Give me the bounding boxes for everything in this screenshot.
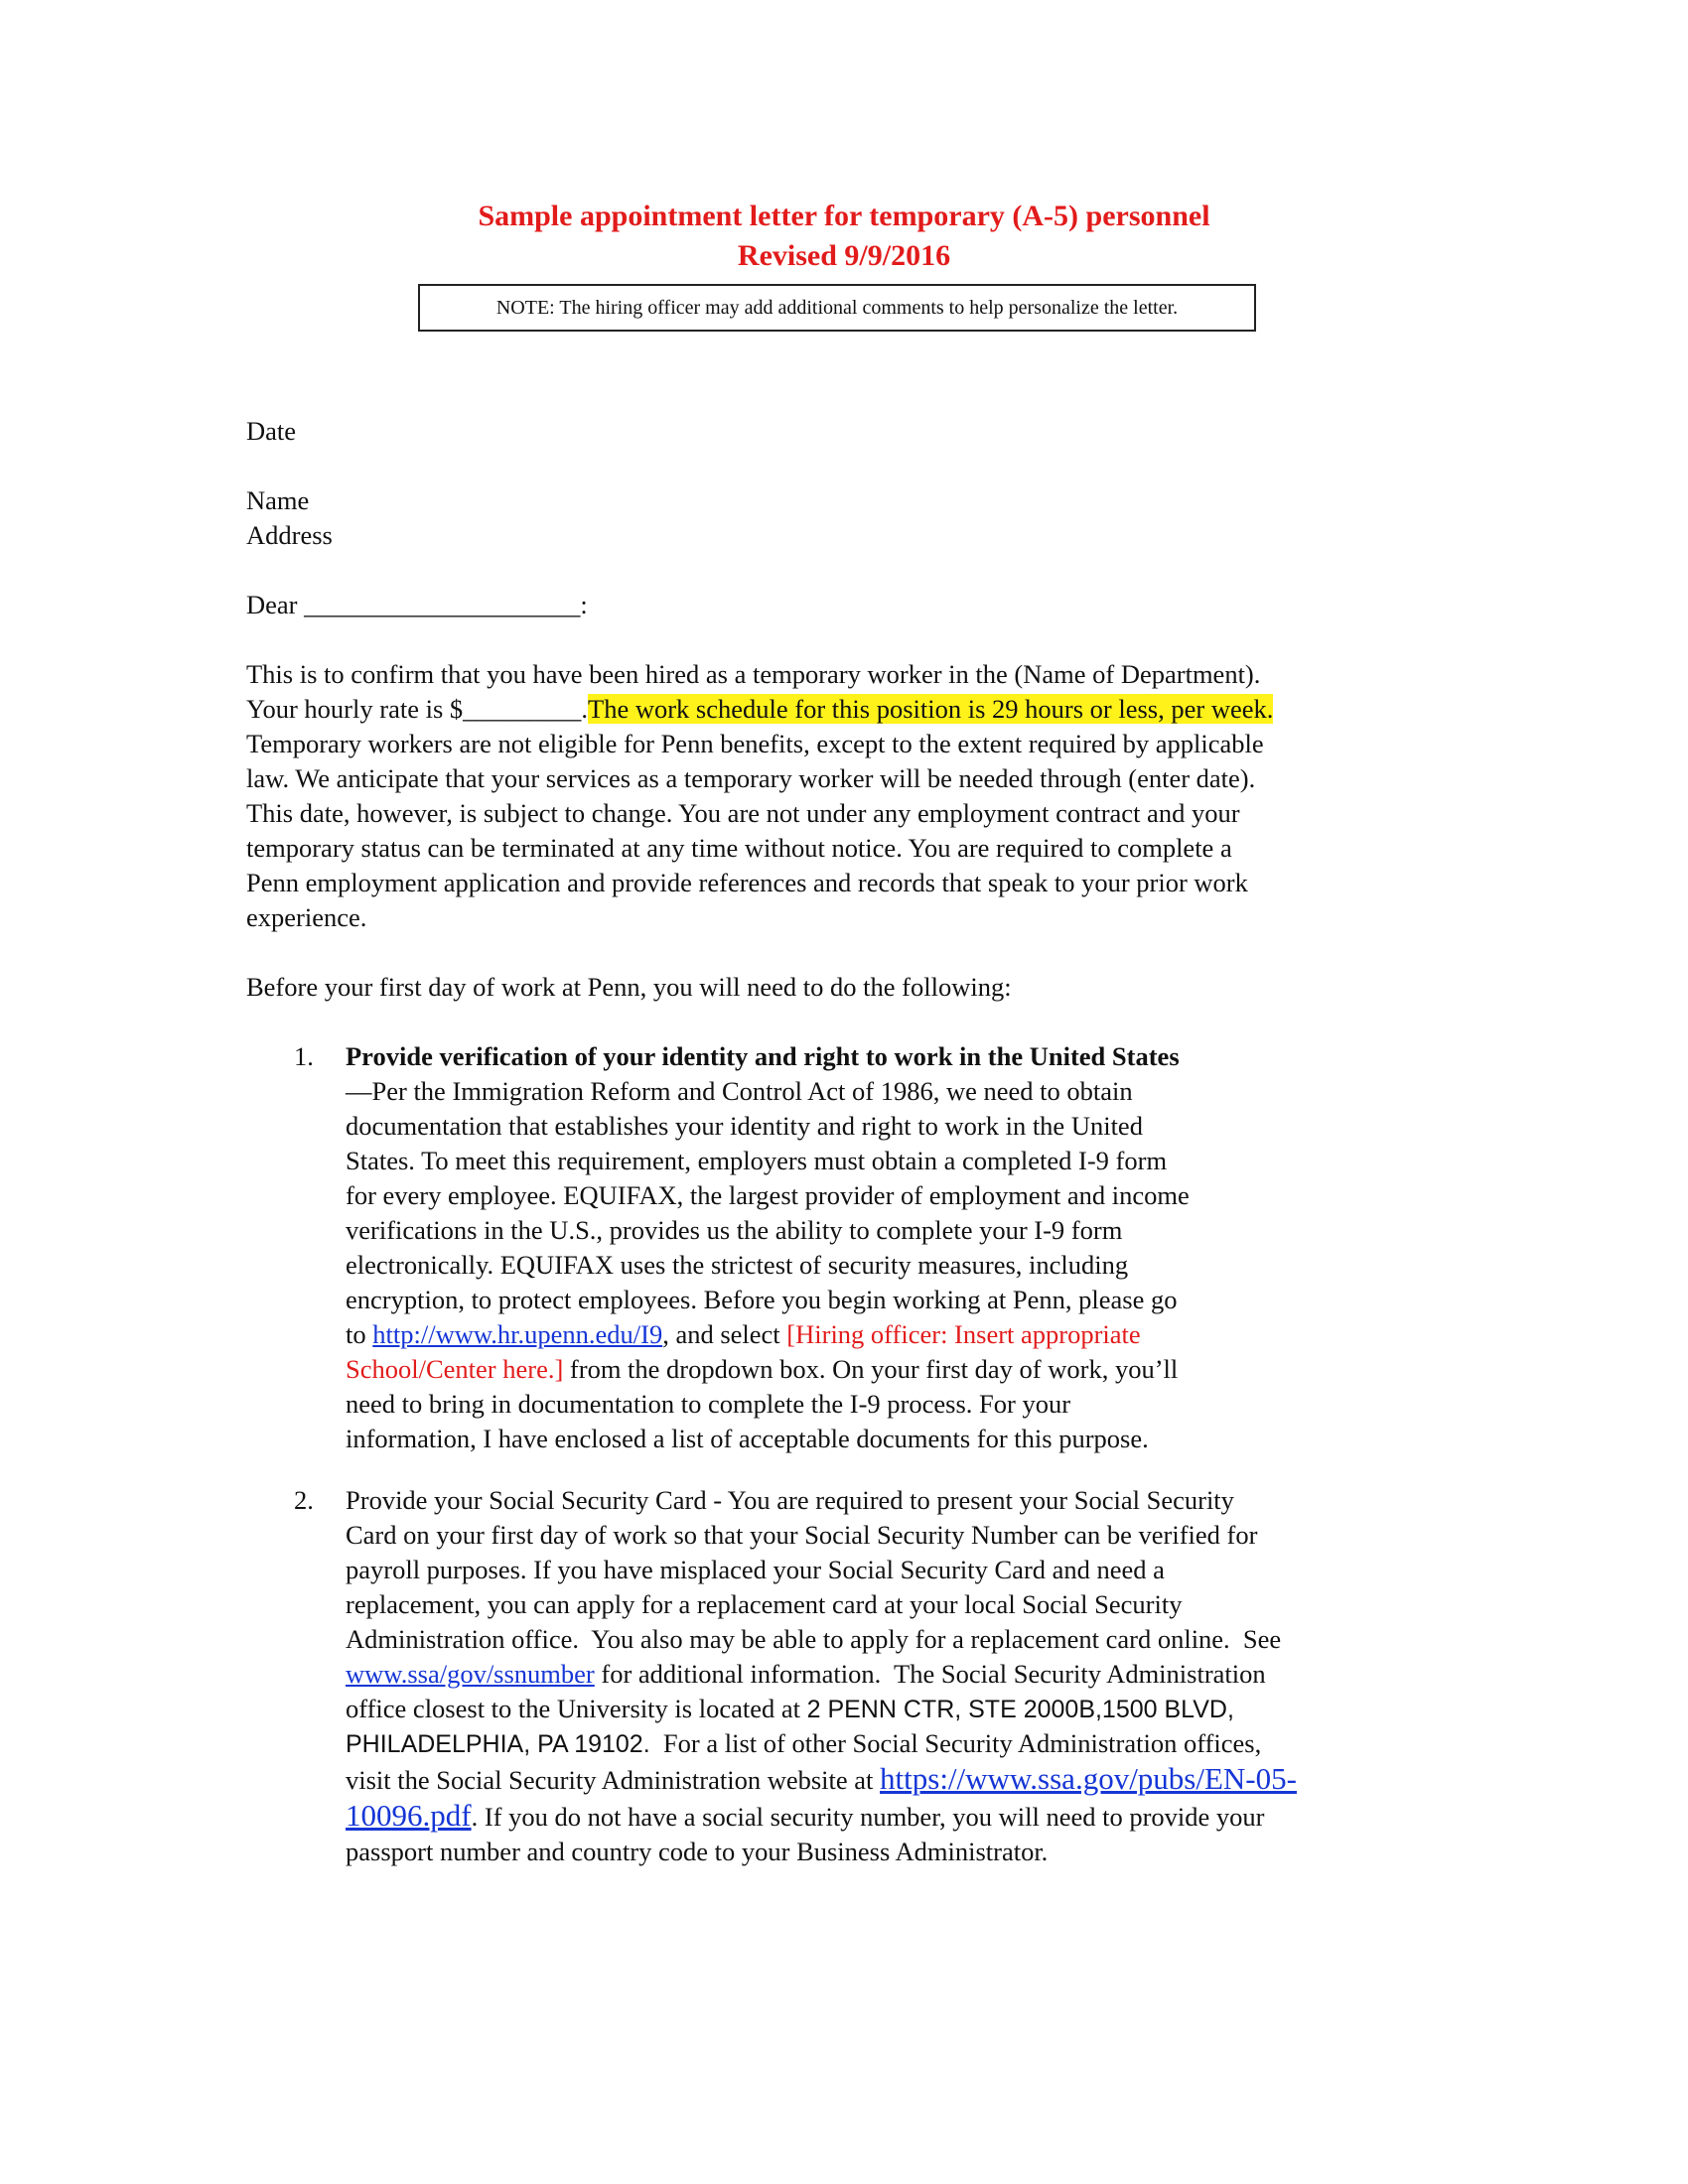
- item-line: Administration office. You also may be able to apply for a replacement card online. See: [346, 1624, 1282, 1654]
- item-line: electronically. EQUIFAX uses the strictest of security measures, including: [346, 1250, 1129, 1280]
- item-line: for every employee. EQUIFAX, the largest provider of employment and income: [346, 1180, 1190, 1210]
- highlighted-schedule-text: The work schedule for this position is 29 hours or less, per week.: [588, 694, 1274, 724]
- paragraph-line: temporary status can be terminated at any time without notice. You are required to complete a: [246, 833, 1232, 863]
- item-line: [346, 1352, 1438, 1387]
- date-line: Date: [246, 416, 297, 446]
- list-item-text: [346, 1483, 1438, 1869]
- hiring-officer-placeholder: [Hiring officer: Insert appropriate: [786, 1319, 1141, 1349]
- document-title: Sample appointment letter for temporary (A-5) personnel: [478, 200, 1210, 232]
- item-line: need to bring in documentation to complete the I-9 process. For your: [346, 1389, 1071, 1419]
- item-line: passport number and country code to your Business Administrator.: [346, 1837, 1049, 1866]
- item-text-segment: office closest to the University is located at: [346, 1694, 807, 1723]
- ssa-offices-link[interactable]: 10096.pdf: [346, 1798, 472, 1833]
- item-line: [346, 1657, 1438, 1692]
- paragraph-line: Penn employment application and provide references and records that speak to your prior work: [246, 868, 1248, 897]
- list-item-text: [346, 1039, 1438, 1456]
- item-text-segment: for additional information. The Social Security Administration: [594, 1659, 1266, 1689]
- intro-paragraph: [246, 970, 1438, 1005]
- item-line: encryption, to protect employees. Before you begin working at Penn, please go: [346, 1285, 1178, 1314]
- ssa-offices-link[interactable]: https://www.ssa.gov/pubs/EN-05-: [880, 1761, 1297, 1796]
- item-line: replacement, you can apply for a replacement card at your local Social Security: [346, 1589, 1183, 1619]
- letter-header: [246, 414, 1438, 622]
- item-text-segment: , and select: [662, 1319, 787, 1349]
- list-number: 1.: [294, 1041, 314, 1071]
- item-line: [346, 1692, 1438, 1726]
- item-line: States. To meet this requirement, employers must obtain a completed I-9 form: [346, 1146, 1168, 1175]
- item-text-segment: to: [346, 1319, 373, 1349]
- list-number: 2.: [294, 1485, 314, 1515]
- intro-text: Before your first day of work at Penn, you will need to do the following:: [246, 972, 1012, 1002]
- ssnumber-link[interactable]: www.ssa/gov/ssnumber: [346, 1659, 595, 1689]
- paragraph-line: [246, 692, 1438, 727]
- ssa-office-address: 2 PENN CTR, STE 2000B,1500 BLVD,: [806, 1696, 1234, 1723]
- item-text-segment: . If you do not have a social security number, you will need to provide your: [471, 1802, 1265, 1832]
- paragraph-line: Temporary workers are not eligible for Penn benefits, except to the extent required by applicable: [246, 729, 1264, 758]
- item-line: [346, 1726, 1438, 1761]
- hiring-officer-note: NOTE: The hiring officer may add additional comments to help personalize the letter.: [418, 284, 1256, 332]
- item-line: Card on your first day of work so that your Social Security Number can be verified for: [346, 1520, 1258, 1550]
- item-heading: Provide verification of your identity and right to work in the United States: [346, 1041, 1180, 1071]
- item-text-segment: For a list of other Social Security Administration offices,: [649, 1728, 1262, 1758]
- address-line: Address: [246, 520, 333, 550]
- paragraph-line: experience.: [246, 902, 367, 932]
- paragraph-line: This is to confirm that you have been hired as a temporary worker in the (Name of Department).: [246, 659, 1261, 689]
- item-text-segment: from the dropdown box. On your first day of work, you’ll: [563, 1354, 1179, 1384]
- item-line: [346, 1761, 1438, 1798]
- item-line: payroll purposes. If you have misplaced your Social Security Card and need a: [346, 1555, 1165, 1584]
- item-line: [346, 1317, 1438, 1352]
- item-text-segment: visit the Social Security Administration website at: [346, 1765, 881, 1795]
- item-line: documentation that establishes your identity and right to work in the United: [346, 1111, 1143, 1141]
- item-line: information, I have enclosed a list of acceptable documents for this purpose.: [346, 1424, 1149, 1453]
- salutation: Dear _____________________:: [246, 590, 588, 619]
- hiring-officer-placeholder: School/Center here.]: [346, 1354, 564, 1384]
- paragraph-line: law. We anticipate that your services as a temporary worker will be needed through (enter date).: [246, 763, 1256, 793]
- item-line: verifications in the U.S., provides us the ability to complete your I-9 form: [346, 1215, 1123, 1245]
- item-line: [346, 1798, 1438, 1835]
- revision-date: Revised 9/9/2016: [737, 239, 951, 272]
- ssa-office-address: PHILADELPHIA, PA 19102.: [346, 1730, 650, 1758]
- item-line: —Per the Immigration Reform and Control Act of 1986, we need to obtain: [346, 1076, 1133, 1106]
- item-line: Provide your Social Security Card - You are required to present your Social Security: [346, 1485, 1234, 1515]
- confirmation-paragraph: [246, 657, 1438, 935]
- name-line: Name: [246, 485, 310, 515]
- paragraph-line: This date, however, is subject to change. You are not under any employment contract and your: [246, 798, 1240, 828]
- i9-link[interactable]: http://www.hr.upenn.edu/I9: [372, 1319, 663, 1349]
- hourly-rate-text: Your hourly rate is $_________.: [246, 694, 589, 724]
